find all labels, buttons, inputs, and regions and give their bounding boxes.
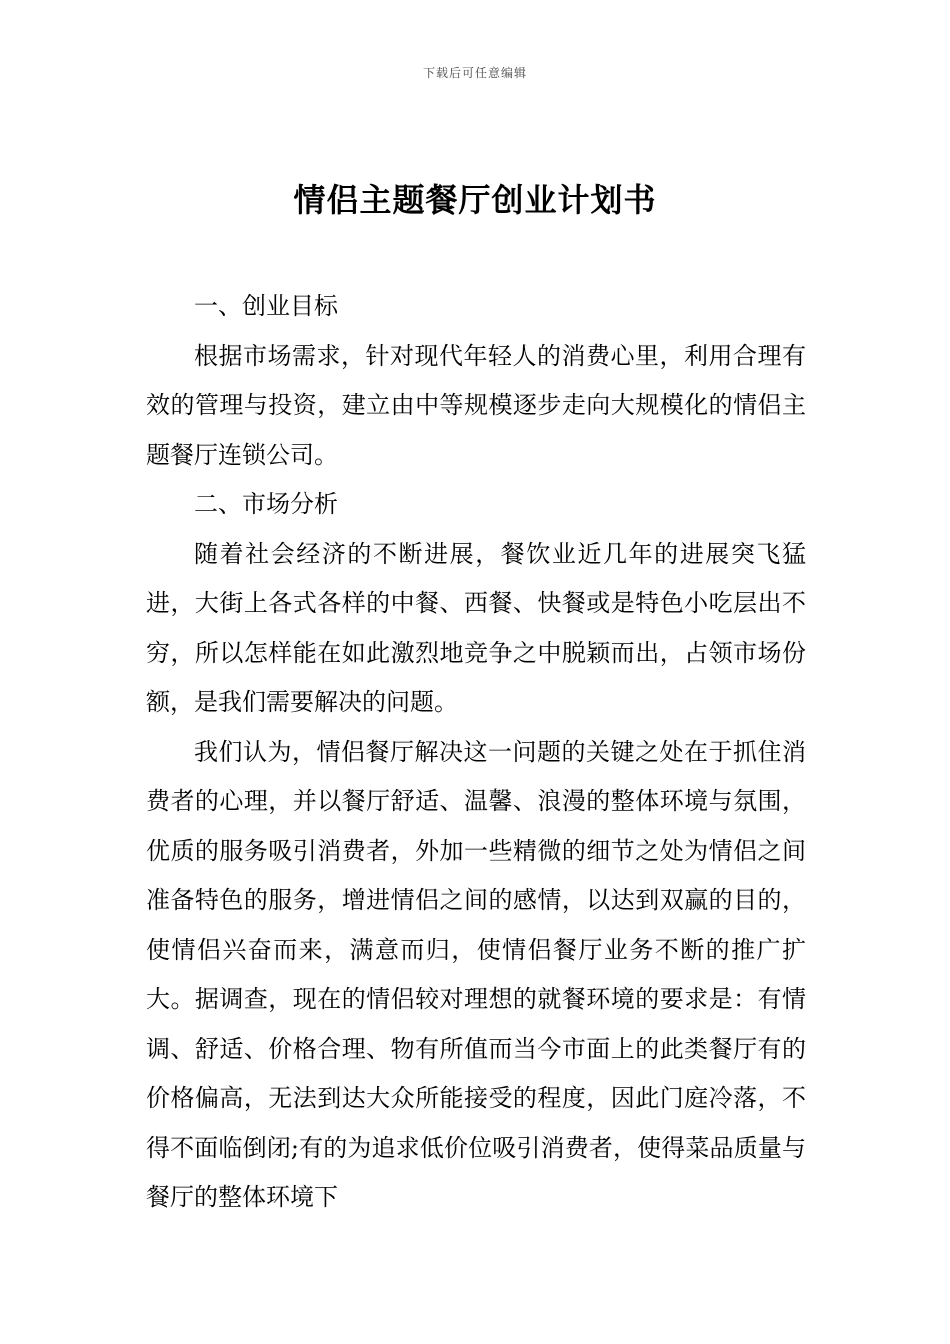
paragraph-market-1: 随着社会经济的不断进展，餐饮业近几年的进展突飞猛进，大街上各式各样的中餐、西餐、快餐或是特色小吃层出不穷，所以怎样能在如此激烈地竞争之中脱颖而出，占领市场份额，是我们需要解决的问题。 [146,539,806,716]
section-heading-market: 二、市场分析 [194,490,338,518]
paragraph-goal: 根据市场需求，针对现代年轻人的消费心里，利用合理有效的管理与投资，建立由中等规模逐步走向大规模化的情侣主题餐厅连锁公司。 [146,341,806,469]
document-title: 情侣主题餐厅创业计划书 [293,181,657,219]
paragraph-market-2: 我们认为，情侣餐厅解决这一问题的关键之处在于抓住消费者的心理，并以餐厅舒适、温馨、浪漫的整体环境与氛围，优质的服务吸引消费者，外加一些精微的细节之处为情侣之间准备特色的服务，增进情侣之间的感情，以达到双赢的目的，使情侣兴奋而来，满意而归，使情侣餐厅业务不断的推广扩大。据调查，现在的情侣较对理想的就餐环境的要求是：有情调、舒适、价格合理、物有所值而当今市面上的此类餐厅有的价格偏高，无法到达大众所能接受的程度，因此门庭冷落，不得不面临倒闭;有的为追求低价位吸引消费者，使得菜品质量与餐厅的整体环境下 [146,737,806,1211]
section-heading-goal: 一、创业目标 [194,292,338,320]
document-body [146,282,806,1223]
header-note: 下载后可任意编辑 [422,66,527,80]
